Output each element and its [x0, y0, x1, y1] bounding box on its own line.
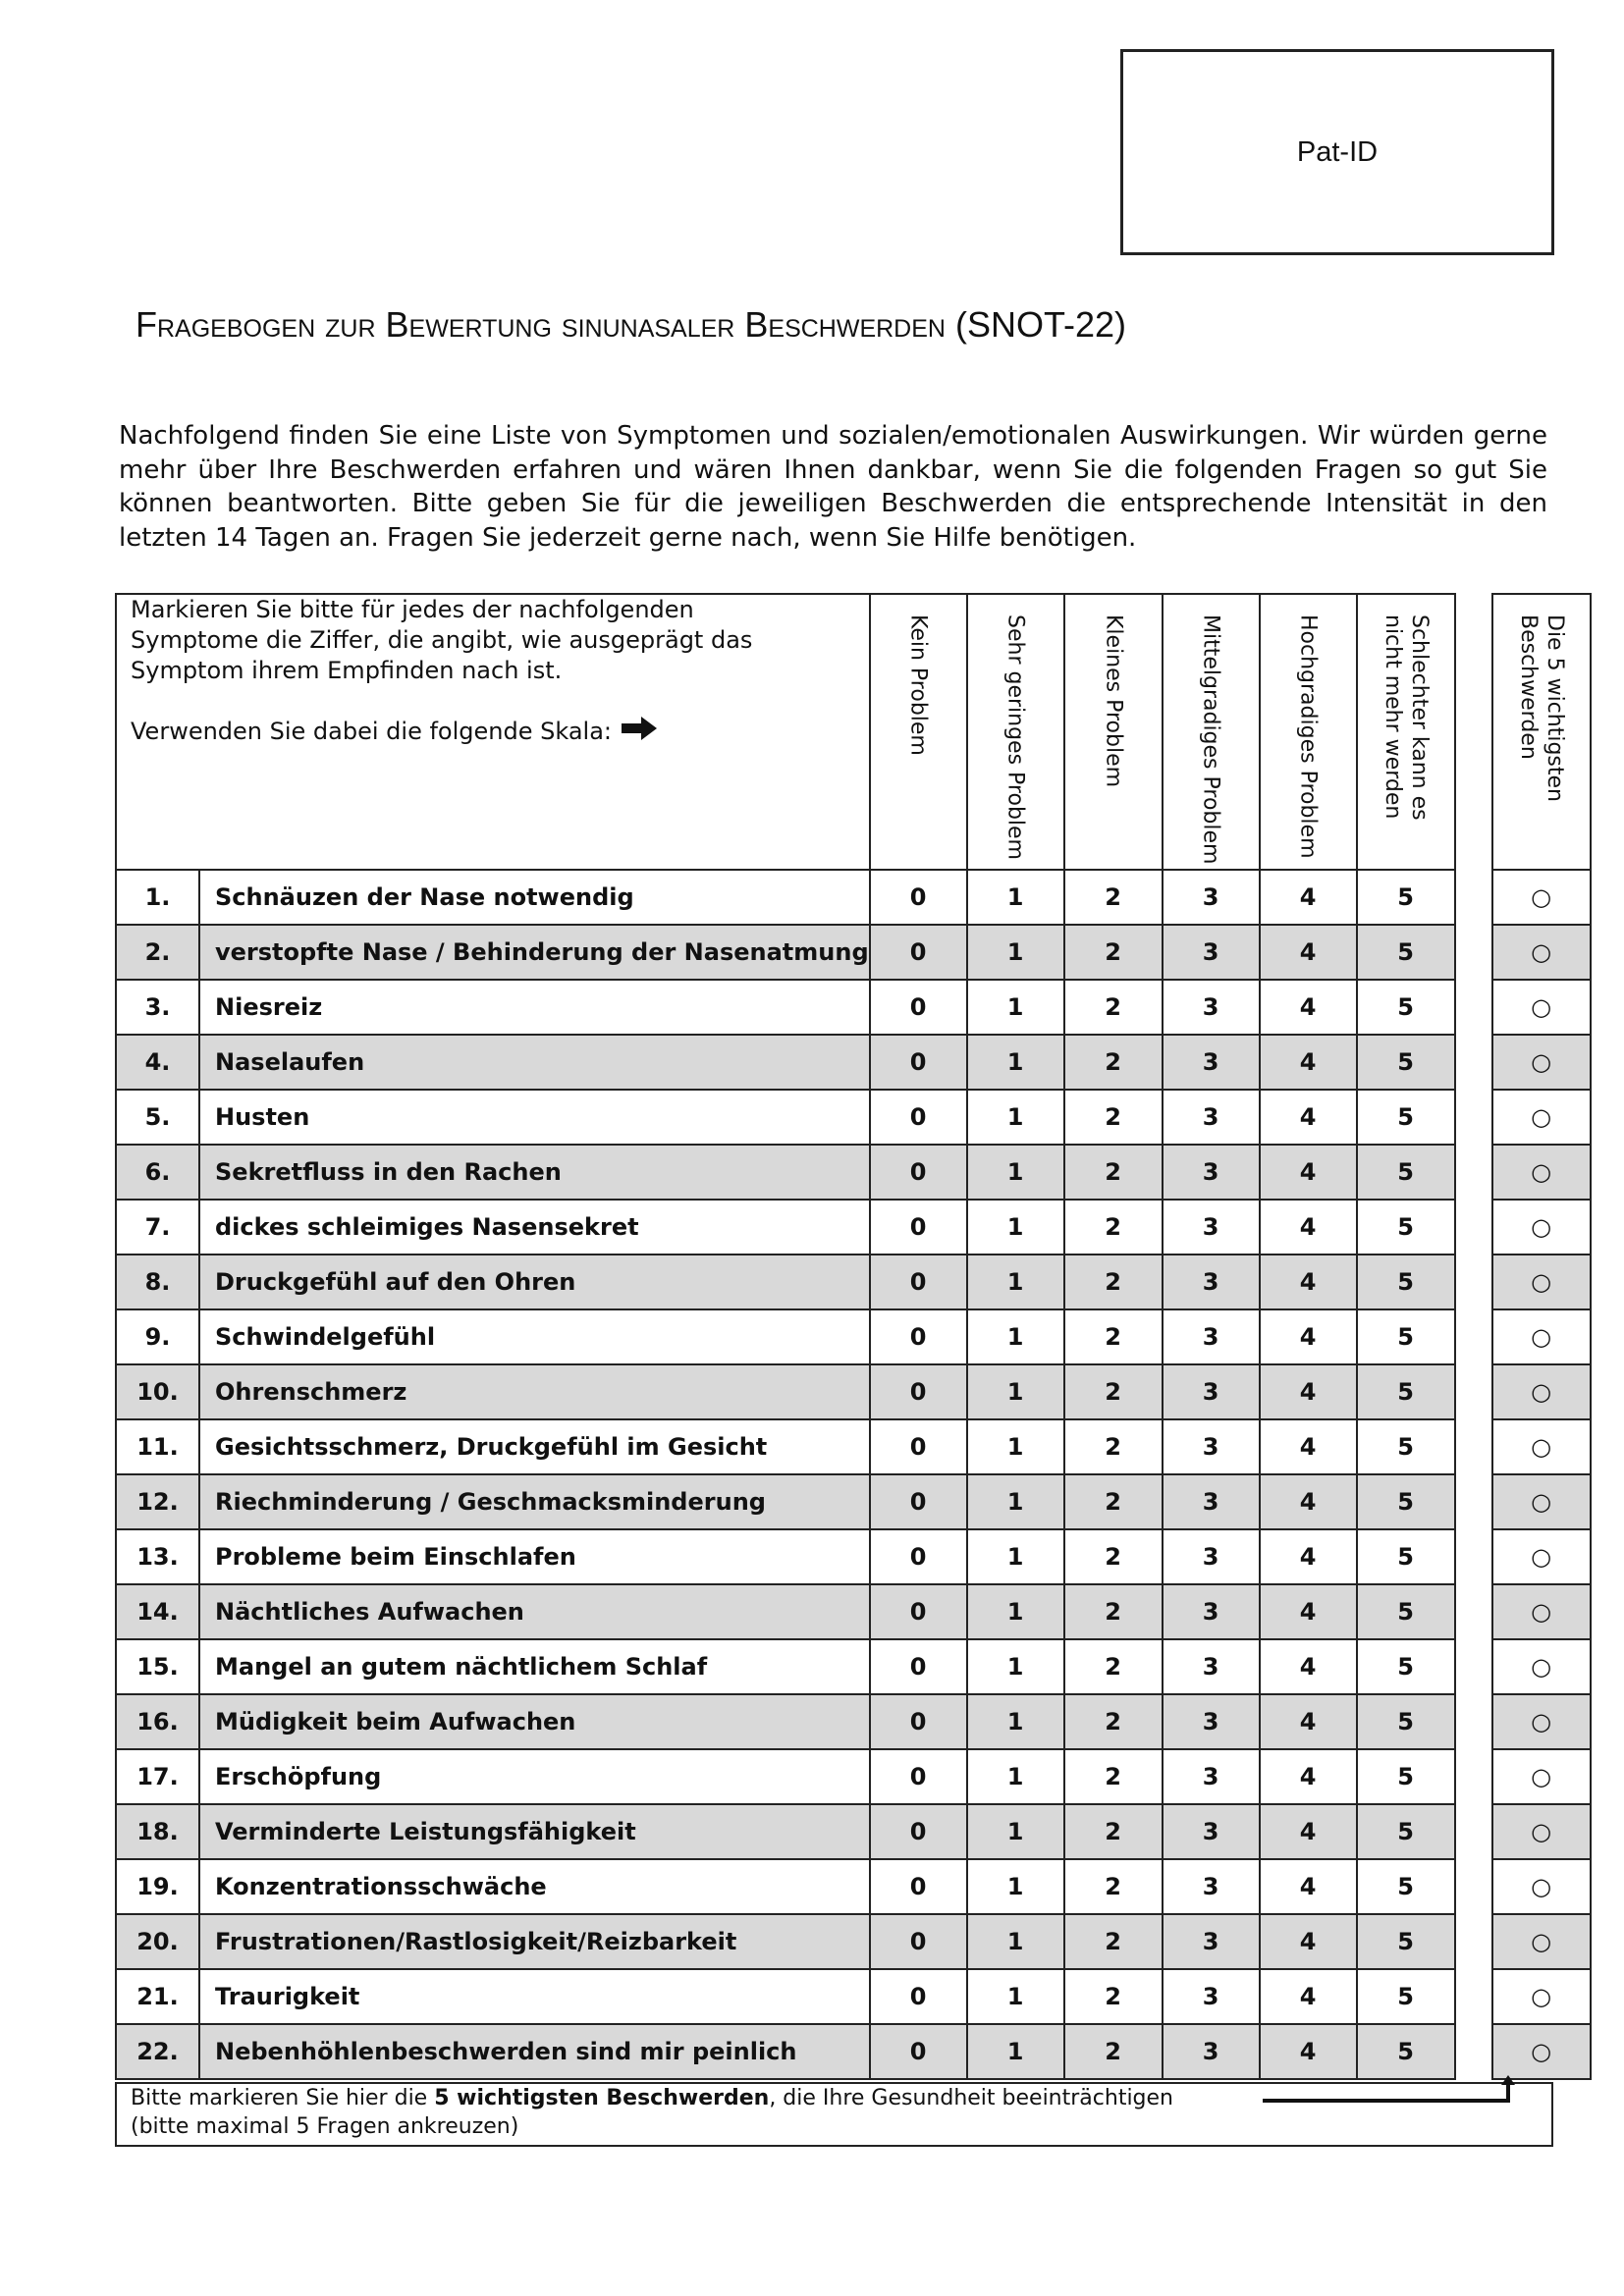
arrow-right-icon: [622, 717, 657, 748]
score-option-3[interactable]: 3: [1163, 1639, 1260, 1694]
item-number: 10.: [116, 1364, 199, 1419]
column-gap: [1455, 1309, 1492, 1364]
instruction-scale-line: [131, 717, 855, 748]
score-option-2[interactable]: 2: [1064, 1749, 1163, 1804]
score-option-4[interactable]: 4: [1260, 980, 1357, 1035]
score-option-4[interactable]: 4: [1260, 1035, 1357, 1090]
table-row: [116, 1914, 1591, 1969]
header-row: [116, 594, 1591, 870]
score-option-3[interactable]: 3: [1163, 1694, 1260, 1749]
score-option-4[interactable]: 4: [1260, 1090, 1357, 1145]
score-option-5[interactable]: 5: [1357, 1969, 1455, 2024]
score-option-1[interactable]: 1: [967, 1145, 1064, 1200]
top5-checkbox[interactable]: ○: [1492, 1419, 1591, 1474]
patient-id-label: Pat-ID: [1296, 135, 1379, 168]
score-option-0[interactable]: 0: [870, 1145, 967, 1200]
symptom-label: dickes schleimiges Nasensekret: [199, 1200, 870, 1255]
symptom-label: Druckgefühl auf den Ohren: [199, 1255, 870, 1309]
top5-checkbox[interactable]: ○: [1492, 1200, 1591, 1255]
footer-text: Bitte markieren Sie hier die: [131, 2086, 435, 2110]
score-option-2[interactable]: 2: [1064, 1584, 1163, 1639]
top5-checkbox[interactable]: ○: [1492, 1859, 1591, 1914]
score-option-0[interactable]: 0: [870, 1035, 967, 1090]
column-gap: [1455, 870, 1492, 925]
symptom-label: Sekretfluss in den Rachen: [199, 1145, 870, 1200]
score-option-0[interactable]: 0: [870, 1969, 967, 2024]
symptom-label: Probleme beim Einschlafen: [199, 1529, 870, 1584]
table-row: [116, 980, 1591, 1035]
column-gap: [1455, 2024, 1492, 2079]
score-option-1[interactable]: 1: [967, 1639, 1064, 1694]
column-gap: [1455, 1419, 1492, 1474]
table-row: [116, 1474, 1591, 1529]
intro-paragraph: Nachfolgend finden Sie eine Liste von Symptomen und sozialen/emotionalen Auswirkungen. Wir würden gerne mehr über Ihre Beschwerden erfahren und wären Ihnen dankbar, wenn Sie die folgenden Fragen so gut Sie können beantworten. Bitte geben Sie für die jeweiligen Beschwerden die entsprechende Intensität in den letzten 14 Tagen an. Fragen Sie jederzeit gerne nach, wenn Sie Hilfe benötigen.: [119, 421, 1547, 553]
table-row: [116, 1584, 1591, 1639]
score-option-3[interactable]: 3: [1163, 1859, 1260, 1914]
column-gap: [1455, 1364, 1492, 1419]
score-option-3[interactable]: 3: [1163, 1804, 1260, 1859]
score-option-5[interactable]: 5: [1357, 980, 1455, 1035]
symptom-label: Naselaufen: [199, 1035, 870, 1090]
score-option-1[interactable]: 1: [967, 1969, 1064, 2024]
column-gap: [1455, 1529, 1492, 1584]
symptom-label: Verminderte Leistungsfähigkeit: [199, 1804, 870, 1859]
score-option-0[interactable]: 0: [870, 1749, 967, 1804]
symptom-label: Nebenhöhlenbeschwerden sind mir peinlich: [199, 2024, 870, 2079]
score-option-3[interactable]: 3: [1163, 1529, 1260, 1584]
instruction-line: Verwenden Sie dabei die folgende Skala:: [131, 718, 612, 745]
column-gap: [1455, 1804, 1492, 1859]
score-option-4[interactable]: 4: [1260, 1309, 1357, 1364]
top5-checkbox[interactable]: ○: [1492, 1309, 1591, 1364]
score-option-3[interactable]: 3: [1163, 1090, 1260, 1145]
score-option-0[interactable]: 0: [870, 1914, 967, 1969]
column-gap: [1455, 1200, 1492, 1255]
score-option-4[interactable]: 4: [1260, 1474, 1357, 1529]
top5-checkbox[interactable]: ○: [1492, 1639, 1591, 1694]
item-number: 18.: [116, 1804, 199, 1859]
symptom-label: Niesreiz: [199, 980, 870, 1035]
top5-checkbox[interactable]: ○: [1492, 925, 1591, 980]
symptom-label: Traurigkeit: [199, 1969, 870, 2024]
score-option-4[interactable]: 4: [1260, 1145, 1357, 1200]
symptom-label: Mangel an gutem nächtlichem Schlaf: [199, 1639, 870, 1694]
score-option-5[interactable]: 5: [1357, 1529, 1455, 1584]
score-option-5[interactable]: 5: [1357, 1584, 1455, 1639]
score-option-1[interactable]: 1: [967, 980, 1064, 1035]
column-gap: [1455, 1474, 1492, 1529]
score-option-4[interactable]: 4: [1260, 1200, 1357, 1255]
score-option-4[interactable]: 4: [1260, 1914, 1357, 1969]
item-number: 20.: [116, 1914, 199, 1969]
score-option-3[interactable]: 3: [1163, 1255, 1260, 1309]
column-gap: [1455, 1145, 1492, 1200]
score-option-5[interactable]: 5: [1357, 1639, 1455, 1694]
score-option-2[interactable]: 2: [1064, 980, 1163, 1035]
item-number: 21.: [116, 1969, 199, 2024]
score-option-1[interactable]: 1: [967, 1694, 1064, 1749]
score-option-5[interactable]: 5: [1357, 2024, 1455, 2079]
score-option-2[interactable]: 2: [1064, 1914, 1163, 1969]
table-row: [116, 1804, 1591, 1859]
score-option-0[interactable]: 0: [870, 1255, 967, 1309]
score-option-1[interactable]: 1: [967, 1419, 1064, 1474]
scale-header-label: Kein Problem: [905, 614, 931, 756]
top5-checkbox[interactable]: ○: [1492, 1804, 1591, 1859]
table-row: [116, 1309, 1591, 1364]
symptom-label: Gesichtsschmerz, Druckgefühl im Gesicht: [199, 1419, 870, 1474]
top5-checkbox[interactable]: ○: [1492, 870, 1591, 925]
score-option-3[interactable]: 3: [1163, 1364, 1260, 1419]
score-option-3[interactable]: 3: [1163, 1584, 1260, 1639]
top5-checkbox[interactable]: ○: [1492, 1364, 1591, 1419]
item-number: 3.: [116, 980, 199, 1035]
footer-bold-text: 5 wichtigsten Beschwerden: [434, 2086, 770, 2110]
score-option-2[interactable]: 2: [1064, 925, 1163, 980]
instruction-line: Markieren Sie bitte für jedes der nachfolgenden: [131, 596, 694, 623]
score-option-0[interactable]: 0: [870, 1419, 967, 1474]
table-row: [116, 1090, 1591, 1145]
scale-header-5: [1357, 594, 1455, 870]
item-number: 5.: [116, 1090, 199, 1145]
score-option-1[interactable]: 1: [967, 870, 1064, 925]
table-row: [116, 870, 1591, 925]
score-option-2[interactable]: 2: [1064, 1969, 1163, 2024]
column-gap: [1455, 1749, 1492, 1804]
top5-header-label: Die 5 wichtigsten Beschwerden: [1515, 614, 1567, 802]
scale-header-label: Hochgradiges Problem: [1295, 614, 1321, 859]
column-gap: [1455, 1584, 1492, 1639]
column-gap: [1455, 594, 1492, 870]
table-row: [116, 1255, 1591, 1309]
score-option-5[interactable]: 5: [1357, 1749, 1455, 1804]
score-option-2[interactable]: 2: [1064, 1859, 1163, 1914]
symptom-label: Erschöpfung: [199, 1749, 870, 1804]
score-option-3[interactable]: 3: [1163, 925, 1260, 980]
column-gap: [1455, 925, 1492, 980]
symptom-label: Husten: [199, 1090, 870, 1145]
item-number: 14.: [116, 1584, 199, 1639]
score-option-1[interactable]: 1: [967, 1914, 1064, 1969]
score-option-1[interactable]: 1: [967, 925, 1064, 980]
symptom-label: verstopfte Nase / Behinderung der Nasenatmung: [199, 925, 870, 980]
scale-header-label: Sehr geringes Problem: [1002, 614, 1028, 860]
score-option-2[interactable]: 2: [1064, 1255, 1163, 1309]
score-option-5[interactable]: 5: [1357, 1145, 1455, 1200]
table-row: [116, 1859, 1591, 1914]
footer-line2: (bitte maximal 5 Fragen ankreuzen): [131, 2114, 519, 2139]
score-option-5[interactable]: 5: [1357, 1804, 1455, 1859]
score-option-2[interactable]: 2: [1064, 1694, 1163, 1749]
score-option-1[interactable]: 1: [967, 1474, 1064, 1529]
score-option-4[interactable]: 4: [1260, 1584, 1357, 1639]
scale-header-4: [1260, 594, 1357, 870]
item-number: 7.: [116, 1200, 199, 1255]
score-option-0[interactable]: 0: [870, 1639, 967, 1694]
table-row: [116, 1694, 1591, 1749]
score-option-5[interactable]: 5: [1357, 1419, 1455, 1474]
item-number: 2.: [116, 925, 199, 980]
symptom-label: Ohrenschmerz: [199, 1364, 870, 1419]
score-option-5[interactable]: 5: [1357, 1474, 1455, 1529]
top5-header: [1492, 594, 1591, 870]
symptom-label: Schnäuzen der Nase notwendig: [199, 870, 870, 925]
scale-header-label: Mittelgradiges Problem: [1198, 614, 1223, 865]
item-number: 16.: [116, 1694, 199, 1749]
score-option-0[interactable]: 0: [870, 980, 967, 1035]
score-option-2[interactable]: 2: [1064, 1419, 1163, 1474]
item-number: 22.: [116, 2024, 199, 2079]
column-gap: [1455, 1255, 1492, 1309]
score-option-2[interactable]: 2: [1064, 1639, 1163, 1694]
item-number: 17.: [116, 1749, 199, 1804]
score-option-5[interactable]: 5: [1357, 1309, 1455, 1364]
score-option-1[interactable]: 1: [967, 1200, 1064, 1255]
score-option-2[interactable]: 2: [1064, 1364, 1163, 1419]
score-option-0[interactable]: 0: [870, 1859, 967, 1914]
item-number: 4.: [116, 1035, 199, 1090]
score-option-5[interactable]: 5: [1357, 1694, 1455, 1749]
column-gap: [1455, 1694, 1492, 1749]
column-gap: [1455, 980, 1492, 1035]
symptom-label: Riechminderung / Geschmacksminderung: [199, 1474, 870, 1529]
score-option-1[interactable]: 1: [967, 2024, 1064, 2079]
score-option-1[interactable]: 1: [967, 1859, 1064, 1914]
score-option-4[interactable]: 4: [1260, 1859, 1357, 1914]
score-option-1[interactable]: 1: [967, 1584, 1064, 1639]
score-option-4[interactable]: 4: [1260, 1364, 1357, 1419]
score-option-2[interactable]: 2: [1064, 1145, 1163, 1200]
questionnaire-table: [115, 593, 1592, 2080]
score-option-5[interactable]: 5: [1357, 1859, 1455, 1914]
score-option-2[interactable]: 2: [1064, 1474, 1163, 1529]
scale-header-label: Kleines Problem: [1101, 614, 1126, 788]
score-option-2[interactable]: 2: [1064, 1529, 1163, 1584]
score-option-3[interactable]: 3: [1163, 1309, 1260, 1364]
score-option-1[interactable]: 1: [967, 1529, 1064, 1584]
scale-header-0: [870, 594, 967, 870]
score-option-3[interactable]: 3: [1163, 1419, 1260, 1474]
symptom-label: Müdigkeit beim Aufwachen: [199, 1694, 870, 1749]
item-number: 8.: [116, 1255, 199, 1309]
score-option-4[interactable]: 4: [1260, 1804, 1357, 1859]
item-number: 19.: [116, 1859, 199, 1914]
item-number: 11.: [116, 1419, 199, 1474]
score-option-2[interactable]: 2: [1064, 1309, 1163, 1364]
patient-id-box[interactable]: [1120, 49, 1554, 255]
instruction-line: Symptom ihrem Empfinden nach ist.: [131, 657, 563, 684]
score-option-3[interactable]: 3: [1163, 870, 1260, 925]
score-option-4[interactable]: 4: [1260, 1749, 1357, 1804]
score-option-3[interactable]: 3: [1163, 1200, 1260, 1255]
score-option-0[interactable]: 0: [870, 1529, 967, 1584]
top5-checkbox[interactable]: ○: [1492, 1090, 1591, 1145]
column-gap: [1455, 1035, 1492, 1090]
score-option-1[interactable]: 1: [967, 1255, 1064, 1309]
symptom-label: Konzentrationsschwäche: [199, 1859, 870, 1914]
table-row: [116, 1200, 1591, 1255]
score-option-5[interactable]: 5: [1357, 1364, 1455, 1419]
score-option-3[interactable]: 3: [1163, 1035, 1260, 1090]
score-option-4[interactable]: 4: [1260, 1639, 1357, 1694]
score-option-3[interactable]: 3: [1163, 1914, 1260, 1969]
item-number: 13.: [116, 1529, 199, 1584]
score-option-5[interactable]: 5: [1357, 1035, 1455, 1090]
column-gap: [1455, 1859, 1492, 1914]
table-row: [116, 2024, 1591, 2079]
top5-checkbox[interactable]: ○: [1492, 1694, 1591, 1749]
score-option-1[interactable]: 1: [967, 1749, 1064, 1804]
score-option-5[interactable]: 5: [1357, 925, 1455, 980]
score-option-1[interactable]: 1: [967, 1804, 1064, 1859]
score-option-0[interactable]: 0: [870, 870, 967, 925]
score-option-4[interactable]: 4: [1260, 925, 1357, 980]
score-option-0[interactable]: 0: [870, 1474, 967, 1529]
score-option-3[interactable]: 3: [1163, 1749, 1260, 1804]
table-row: [116, 1639, 1591, 1694]
item-number: 9.: [116, 1309, 199, 1364]
instruction-cell: [116, 594, 870, 870]
score-option-0[interactable]: 0: [870, 1804, 967, 1859]
score-option-0[interactable]: 0: [870, 1309, 967, 1364]
column-gap: [1455, 1090, 1492, 1145]
score-option-0[interactable]: 0: [870, 925, 967, 980]
table-row: [116, 1035, 1591, 1090]
score-option-3[interactable]: 3: [1163, 1969, 1260, 2024]
score-option-1[interactable]: 1: [967, 1035, 1064, 1090]
score-option-3[interactable]: 3: [1163, 980, 1260, 1035]
form-title: Fragebogen zur Bewertung sinunasaler Beschwerden (SNOT-22): [135, 304, 1126, 345]
score-option-3[interactable]: 3: [1163, 1474, 1260, 1529]
top5-checkbox[interactable]: ○: [1492, 1474, 1591, 1529]
top5-checkbox[interactable]: ○: [1492, 2024, 1591, 2079]
score-option-0[interactable]: 0: [870, 1364, 967, 1419]
score-option-4[interactable]: 4: [1260, 1969, 1357, 2024]
top5-checkbox[interactable]: ○: [1492, 1255, 1591, 1309]
top5-checkbox[interactable]: ○: [1492, 1035, 1591, 1090]
table-row: [116, 925, 1591, 980]
table-row: [116, 1364, 1591, 1419]
table-row: [116, 1529, 1591, 1584]
top5-checkbox[interactable]: ○: [1492, 980, 1591, 1035]
score-option-3[interactable]: 3: [1163, 2024, 1260, 2079]
score-option-2[interactable]: 2: [1064, 1200, 1163, 1255]
item-number: 6.: [116, 1145, 199, 1200]
symptom-label: Frustrationen/Rastlosigkeit/Reizbarkeit: [199, 1914, 870, 1969]
score-option-2[interactable]: 2: [1064, 1035, 1163, 1090]
score-option-5[interactable]: 5: [1357, 1090, 1455, 1145]
score-option-4[interactable]: 4: [1260, 1694, 1357, 1749]
score-option-2[interactable]: 2: [1064, 870, 1163, 925]
table-row: [116, 1145, 1591, 1200]
score-option-5[interactable]: 5: [1357, 1914, 1455, 1969]
score-option-0[interactable]: 0: [870, 1090, 967, 1145]
score-option-4[interactable]: 4: [1260, 2024, 1357, 2079]
score-option-0[interactable]: 0: [870, 1200, 967, 1255]
score-option-4[interactable]: 4: [1260, 1529, 1357, 1584]
score-option-5[interactable]: 5: [1357, 870, 1455, 925]
top5-checkbox[interactable]: ○: [1492, 1584, 1591, 1639]
score-option-1[interactable]: 1: [967, 1364, 1064, 1419]
column-gap: [1455, 1914, 1492, 1969]
score-option-0[interactable]: 0: [870, 2024, 967, 2079]
table-row: [116, 1749, 1591, 1804]
top5-checkbox[interactable]: ○: [1492, 1749, 1591, 1804]
score-option-1[interactable]: 1: [967, 1309, 1064, 1364]
score-option-5[interactable]: 5: [1357, 1200, 1455, 1255]
score-option-3[interactable]: 3: [1163, 1145, 1260, 1200]
column-gap: [1455, 1639, 1492, 1694]
score-option-1[interactable]: 1: [967, 1090, 1064, 1145]
footer-text: , die Ihre Gesundheit beeinträchtigen: [769, 2086, 1173, 2110]
top5-checkbox[interactable]: ○: [1492, 1529, 1591, 1584]
top5-checkbox[interactable]: ○: [1492, 1914, 1591, 1969]
table-row: [116, 1969, 1591, 2024]
item-number: 1.: [116, 870, 199, 925]
scale-header-1: [967, 594, 1064, 870]
score-option-2[interactable]: 2: [1064, 1090, 1163, 1145]
scale-header-label: Schlechter kann es nicht mehr werden: [1380, 614, 1432, 821]
scale-header-3: [1163, 594, 1260, 870]
score-option-0[interactable]: 0: [870, 1584, 967, 1639]
top5-checkbox[interactable]: ○: [1492, 1969, 1591, 2024]
arrow-up-right-icon: [1263, 2075, 1518, 2109]
score-option-4[interactable]: 4: [1260, 870, 1357, 925]
table-row: [116, 1419, 1591, 1474]
score-option-2[interactable]: 2: [1064, 1804, 1163, 1859]
top5-checkbox[interactable]: ○: [1492, 1145, 1591, 1200]
symptom-label: Nächtliches Aufwachen: [199, 1584, 870, 1639]
symptom-label: Schwindelgefühl: [199, 1309, 870, 1364]
column-gap: [1455, 1969, 1492, 2024]
instruction-line: Symptome die Ziffer, die angibt, wie ausgeprägt das: [131, 626, 753, 654]
score-option-4[interactable]: 4: [1260, 1255, 1357, 1309]
score-option-5[interactable]: 5: [1357, 1255, 1455, 1309]
item-number: 12.: [116, 1474, 199, 1529]
score-option-4[interactable]: 4: [1260, 1419, 1357, 1474]
score-option-2[interactable]: 2: [1064, 2024, 1163, 2079]
item-number: 15.: [116, 1639, 199, 1694]
score-option-0[interactable]: 0: [870, 1694, 967, 1749]
scale-header-2: [1064, 594, 1163, 870]
